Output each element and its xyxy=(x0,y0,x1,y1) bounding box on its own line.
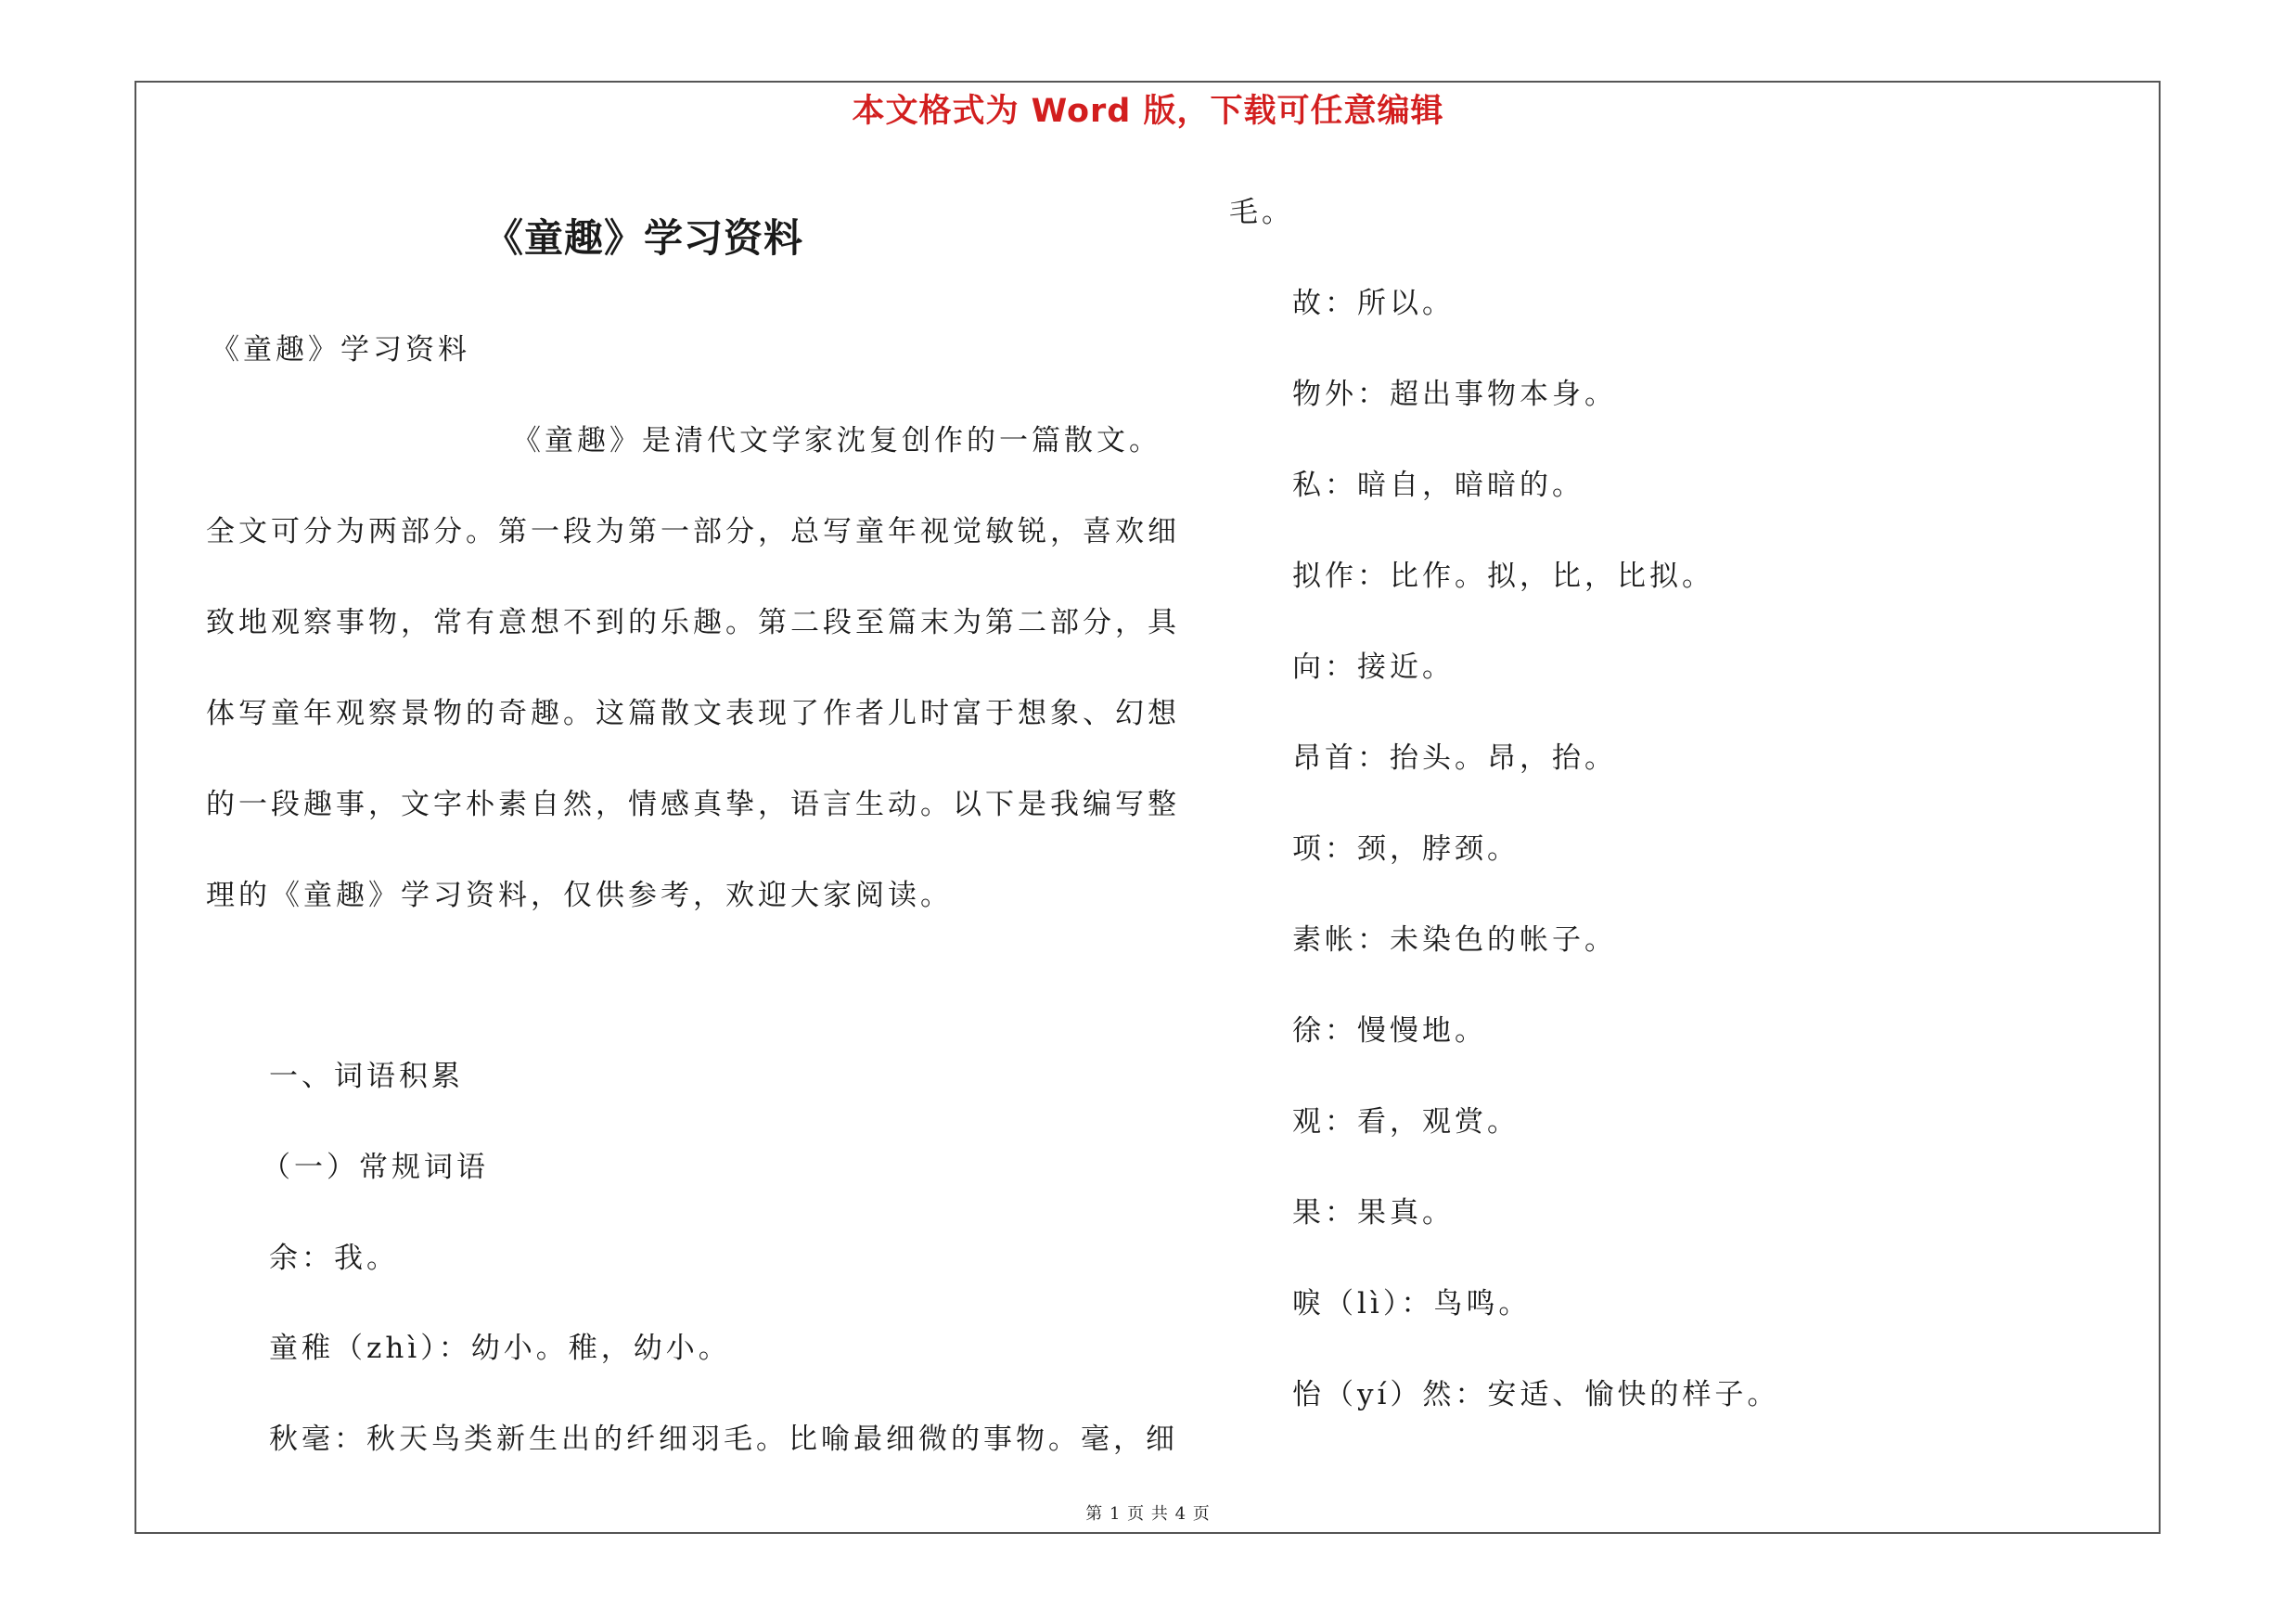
left-line: 余：我。 xyxy=(269,1242,399,1275)
left-line: 体写童年观察景物的奇趣。这篇散文表现了作者儿时富于想象、幻想 xyxy=(206,697,1180,730)
right-line: 物外：超出事物本身。 xyxy=(1292,378,1617,411)
format-banner: 本文格式为 Word 版，下载可任意编辑 xyxy=(852,93,1444,130)
right-line: 观：看，观赏。 xyxy=(1292,1105,1520,1139)
right-line: 素帐：未染色的帐子。 xyxy=(1292,923,1617,957)
right-line: 故：所以。 xyxy=(1292,287,1455,320)
right-line: 毛。 xyxy=(1229,196,1294,229)
right-line: 怡（yí）然：安适、愉快的样子。 xyxy=(1292,1378,1780,1411)
page-number-footer: 第 1 页 共 4 页 xyxy=(1085,1504,1211,1524)
left-line: 理的《童趣》学习资料，仅供参考，欢迎大家阅读。 xyxy=(206,879,953,912)
right-line: 昂首：抬头。昂，抬。 xyxy=(1292,741,1617,775)
left-line: 全文可分为两部分。第一段为第一部分，总写童年视觉敏锐，喜欢细 xyxy=(206,515,1180,548)
right-line: 私：暗自，暗暗的。 xyxy=(1292,469,1584,502)
left-line: 秋毫：秋天鸟类新生出的纤细羽毛。比喻最细微的事物。毫，细 xyxy=(269,1423,1178,1456)
left-line: 《童趣》学习资料 xyxy=(211,333,470,367)
right-line: 向：接近。 xyxy=(1292,650,1455,684)
left-line: 童稚（zhì）：幼小。稚，幼小。 xyxy=(269,1332,731,1365)
left-line: 致地观察事物，常有意想不到的乐趣。第二段至篇末为第二部分，具 xyxy=(206,606,1180,639)
right-line: 徐：慢慢地。 xyxy=(1292,1014,1487,1048)
right-line: 唳（lì）：鸟鸣。 xyxy=(1292,1287,1532,1320)
right-line: 项：颈，脖颈。 xyxy=(1292,832,1520,866)
left-line: 的一段趣事，文字朴素自然，情感真挚，语言生动。以下是我编写整 xyxy=(206,788,1180,821)
document-title: 《童趣》学习资料 xyxy=(483,215,803,261)
right-line: 拟作：比作。拟，比，比拟。 xyxy=(1292,560,1714,593)
right-line: 果：果真。 xyxy=(1292,1196,1455,1230)
left-line: 《童趣》是清代文学家沈复创作的一篇散文。 xyxy=(512,424,1161,457)
left-line: 一、词语积累 xyxy=(269,1060,464,1093)
left-line: （一）常规词语 xyxy=(262,1151,489,1184)
